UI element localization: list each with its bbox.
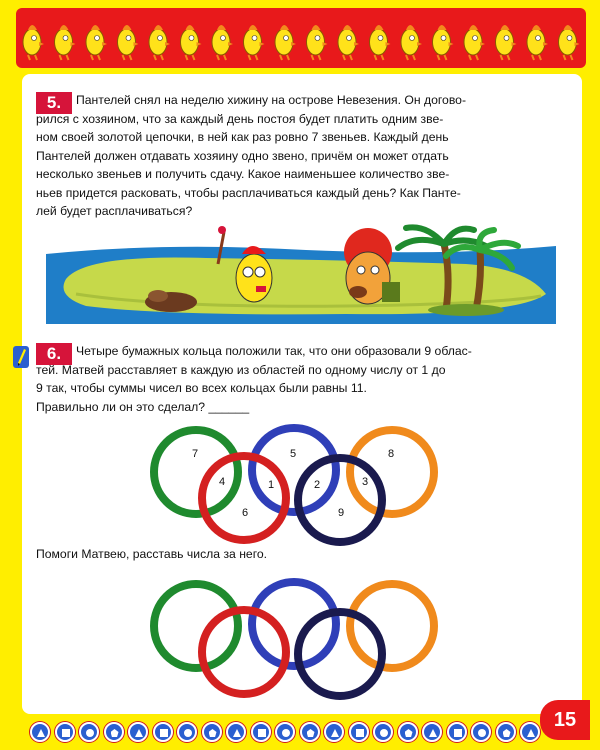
- shape-badge: [398, 722, 418, 742]
- task-6-text: [76, 342, 556, 361]
- task-5-text-cont: [36, 110, 556, 221]
- shape-badge: [79, 722, 99, 742]
- task-5-number: 5.: [36, 92, 72, 114]
- task-5-line: Пантелей должен отдавать хозяину одно звено, причём он может отдать: [36, 148, 449, 163]
- shape-badge: [324, 722, 344, 742]
- island-illustration: [46, 224, 556, 324]
- chick-icon: [149, 25, 170, 60]
- red-ring: [202, 610, 286, 694]
- chick-icon: [559, 25, 580, 60]
- tri-icon: [37, 729, 45, 737]
- shape-badge: [30, 722, 50, 742]
- shape-badge: [496, 722, 516, 742]
- shape-badge: [422, 722, 442, 742]
- tri-icon: [429, 729, 437, 737]
- shape-badge: [373, 722, 393, 742]
- chick-icon: [118, 25, 139, 60]
- empty-rings[interactable]: [140, 570, 450, 710]
- task-5-line: ньев придется расковать, чтобы расплачиваться каждый день? Как Панте-: [36, 185, 461, 200]
- chick-icon: [23, 25, 44, 60]
- top-banner: [16, 8, 586, 68]
- shape-badge: [128, 722, 148, 742]
- pent-icon: [405, 729, 413, 737]
- task-5-line: рился с хозяином, что за каждый день постоя будет платить одним зве-: [36, 111, 444, 126]
- shape-badge: [349, 722, 369, 742]
- region-number: 9: [338, 507, 345, 519]
- tri-icon: [527, 729, 535, 737]
- task-5-line: лей будет расплачиваться?: [36, 204, 193, 218]
- chick-icon: [401, 25, 422, 60]
- tri-icon: [233, 729, 241, 737]
- sq-icon: [454, 729, 462, 737]
- task-6-line: Правильно ли он это сделал? ______: [36, 399, 250, 414]
- task-6-line: Четыре бумажных кольца положили так, что они образовали 9 облас-: [76, 344, 472, 358]
- chick-icon: [464, 25, 485, 60]
- region-number: 5: [290, 448, 297, 460]
- tri-icon: [331, 729, 339, 737]
- sq-icon: [356, 729, 364, 737]
- shape-badge: [520, 722, 540, 742]
- circ-icon: [380, 729, 388, 737]
- chick-icon: [433, 25, 454, 60]
- pent-icon: [209, 729, 217, 737]
- chick-icon: [212, 25, 233, 60]
- task-6-line: 9 так, чтобы суммы чисел во всех кольцах были равны 11.: [36, 381, 367, 395]
- blue-ring: [252, 582, 336, 666]
- task-6-text-cont: [36, 361, 556, 417]
- chick-icon: [275, 25, 296, 60]
- task-5-line: несколько звеньев и получить сдачу. Какое наименьшее количество зве-: [36, 167, 450, 181]
- chick-border-illustration: [16, 8, 586, 68]
- shape-badge: [153, 722, 173, 742]
- page-number: 15: [540, 700, 590, 740]
- chick-icon: [527, 25, 548, 60]
- shape-badge: [447, 722, 467, 742]
- chick-icon: [86, 25, 107, 60]
- orange-ring: [350, 430, 434, 514]
- sq-icon: [62, 729, 70, 737]
- region-number: 7: [192, 448, 199, 460]
- navy-ring: [298, 612, 382, 696]
- shape-badge: [275, 722, 295, 742]
- task-5-line: ном своей золотой цепочки, в ней как раз ровно 7 звеньев. Каждый день: [36, 130, 449, 144]
- region-number: 2: [314, 479, 321, 491]
- chick-icon: [181, 25, 202, 60]
- chick-icon: [496, 25, 517, 60]
- pent-icon: [503, 729, 511, 737]
- shape-badge: [251, 722, 271, 742]
- region-number: 1: [268, 479, 275, 491]
- shape-badge: [55, 722, 75, 742]
- chick-icon: [307, 25, 328, 60]
- shape-badge: [226, 722, 246, 742]
- tri-icon: [135, 729, 143, 737]
- circ-icon: [478, 729, 486, 737]
- red-ring: [202, 456, 286, 540]
- pent-icon: [111, 729, 119, 737]
- circ-icon: [184, 729, 192, 737]
- help-text: Помоги Матвею, расставь числа за него.: [36, 547, 268, 561]
- shape-badge: [202, 722, 222, 742]
- circ-icon: [282, 729, 290, 737]
- task-5-line: Пантелей снял на неделю хижину на острове Невезения. Он догово-: [76, 93, 467, 107]
- region-number: 6: [242, 507, 249, 519]
- circ-icon: [86, 729, 94, 737]
- sq-icon: [258, 729, 266, 737]
- chick-icon: [244, 25, 265, 60]
- green-ring: [154, 584, 238, 668]
- shape-badge: [300, 722, 320, 742]
- chick-icon: [338, 25, 359, 60]
- orange-ring: [350, 584, 434, 668]
- task-6-number: 6.: [36, 343, 72, 365]
- rings-with-numbers: [140, 412, 450, 552]
- blue-ring: [252, 428, 336, 512]
- chick-icon: [55, 25, 76, 60]
- pent-icon: [307, 729, 315, 737]
- shape-badge: [177, 722, 197, 742]
- green-ring: [154, 430, 238, 514]
- region-number: 4: [219, 476, 226, 488]
- region-number: 3: [362, 476, 369, 488]
- navy-ring: [298, 458, 382, 542]
- pencil-icon: [12, 345, 30, 369]
- shape-badge: [471, 722, 491, 742]
- chick-icon: [370, 25, 391, 60]
- shape-badge: [104, 722, 124, 742]
- sq-icon: [160, 729, 168, 737]
- task-6-line: тей. Матвей расставляет в каждую из областей по одному числу от 1 до: [36, 362, 446, 377]
- task-5-text: [76, 91, 556, 110]
- region-number: 8: [388, 448, 395, 460]
